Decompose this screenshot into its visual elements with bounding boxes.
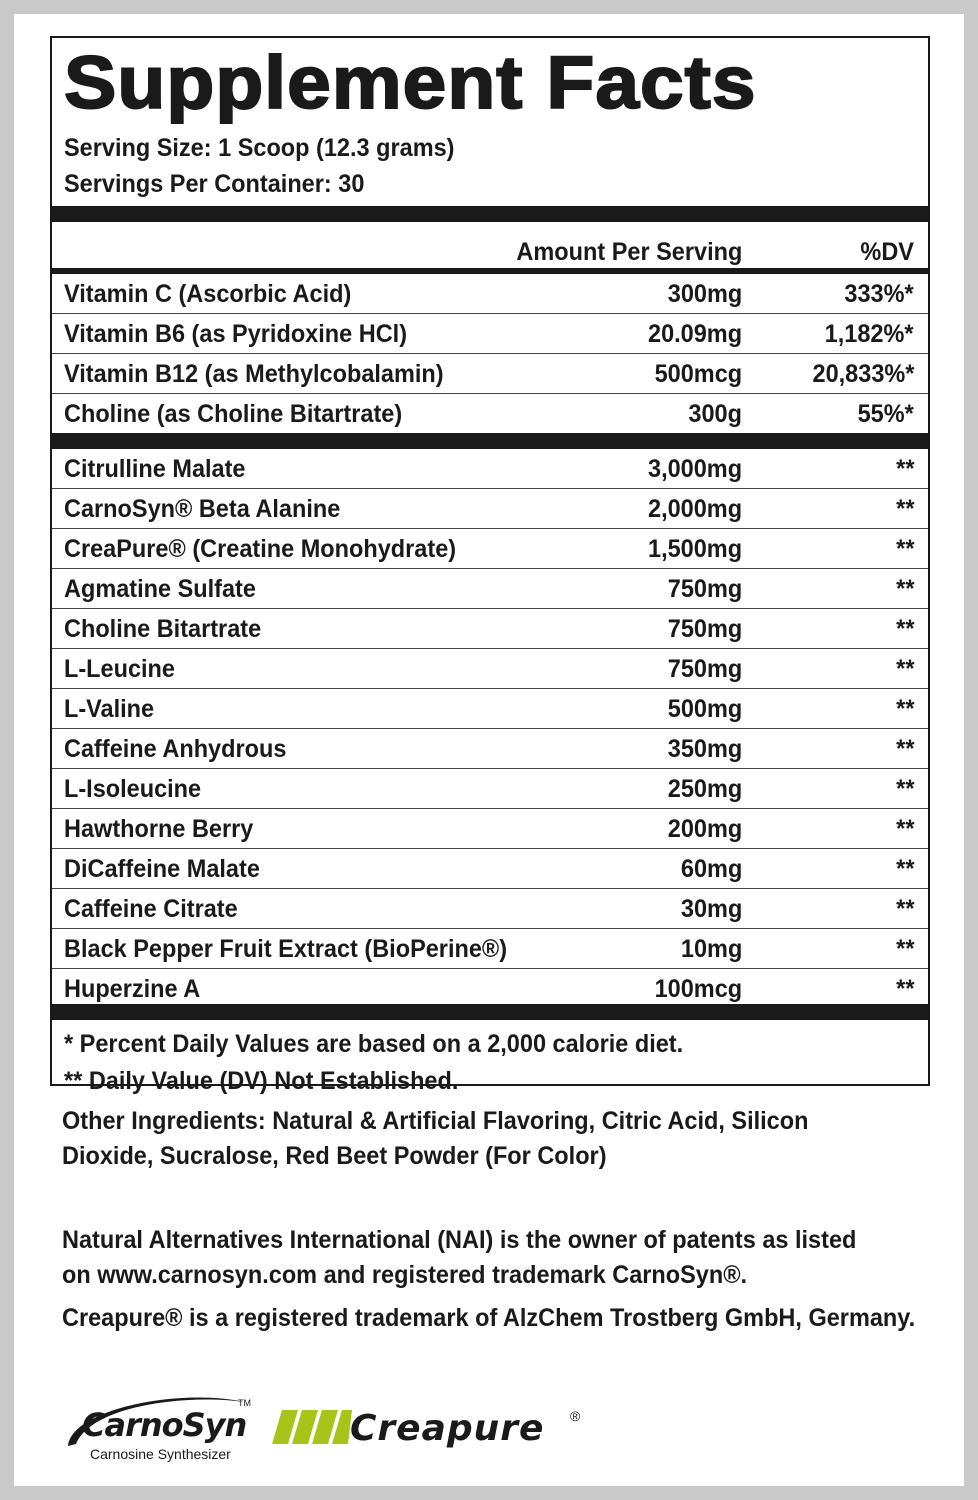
nutrient-dv: 1,182%*: [825, 320, 914, 348]
ingredient-row: [52, 689, 928, 729]
vitamin-row: [52, 314, 928, 354]
nutrient-name: Choline Bitartrate: [64, 615, 262, 643]
nutrient-amount: 300mg: [667, 280, 742, 308]
section-divider: [52, 206, 928, 222]
nutrient-dv: **: [895, 655, 914, 683]
nutrient-amount: 20.09mg: [647, 320, 742, 348]
ingredient-row: [52, 729, 928, 769]
nutrient-name: L-Isoleucine: [64, 775, 202, 803]
ingredient-row: [52, 609, 928, 649]
nutrient-amount: 100mcg: [654, 975, 742, 1003]
nutrient-amount: 250mg: [667, 775, 742, 803]
creapure-wordmark: Creapure: [350, 1408, 545, 1449]
nutrient-name: L-Valine: [64, 695, 155, 723]
creapure-notice: Creapure® is a registered trademark of AlzChem Trostberg GmbH, Germany.: [62, 1304, 916, 1332]
panel-title: Supplement Facts: [64, 41, 757, 124]
nutrient-amount: 500mcg: [654, 360, 742, 388]
ingredient-row: [52, 569, 928, 609]
nutrient-dv: **: [895, 695, 914, 723]
nutrient-name: Hawthorne Berry: [64, 815, 254, 843]
ingredient-row: [52, 969, 928, 1009]
nutrient-amount: 300g: [688, 400, 742, 428]
nutrient-name: Vitamin C (Ascorbic Acid): [64, 280, 352, 308]
nutrient-dv: **: [895, 455, 914, 483]
amount-header: Amount Per Serving: [516, 238, 742, 266]
carnosyn-logo: [62, 1388, 262, 1468]
nutrient-amount: 1,500mg: [647, 535, 742, 563]
nutrient-amount: 750mg: [667, 655, 742, 683]
nutrient-dv: **: [895, 855, 914, 883]
nutrient-name: Caffeine Anhydrous: [64, 735, 287, 763]
nutrient-dv: **: [895, 615, 914, 643]
nutrient-dv: **: [895, 815, 914, 843]
nutrient-dv: **: [895, 975, 914, 1003]
other-ingredients: Other Ingredients: Natural & Artificial Flavoring, Citric Acid, Silicon Dioxide, Sucralose, Red Beet Powder (For Color): [62, 1107, 809, 1170]
nutrient-dv: **: [895, 495, 914, 523]
carnosyn-wordmark: CarnoSyn: [82, 1406, 247, 1444]
ingredient-row: [52, 489, 928, 529]
footnote-not-established: ** Daily Value (DV) Not Established.: [64, 1067, 459, 1095]
creapure-registered-mark: ®: [570, 1408, 581, 1424]
nutrient-amount: 750mg: [667, 575, 742, 603]
ingredient-row: [52, 769, 928, 809]
nutrient-amount: 350mg: [667, 735, 742, 763]
carnosyn-tm: TM: [238, 1398, 251, 1408]
nutrient-name: L-Leucine: [64, 655, 175, 683]
nutrient-name: Vitamin B6 (as Pyridoxine HCl): [64, 320, 408, 348]
nutrient-amount: 200mg: [667, 815, 742, 843]
dv-header: %DV: [860, 238, 914, 266]
nutrient-dv: 20,833%*: [812, 360, 914, 388]
nutrient-name: Choline (as Choline Bitartrate): [64, 400, 403, 428]
nutrient-amount: 500mg: [667, 695, 742, 723]
nutrient-dv: **: [895, 895, 914, 923]
nutrient-amount: 10mg: [680, 935, 742, 963]
nutrient-name: Caffeine Citrate: [64, 895, 238, 923]
section-divider: [52, 1004, 928, 1020]
footnote-daily-values: * Percent Daily Values are based on a 2,000 calorie diet.: [64, 1030, 684, 1058]
nutrient-dv: **: [895, 575, 914, 603]
ingredient-row: [52, 889, 928, 929]
nutrient-amount: 2,000mg: [647, 495, 742, 523]
nutrient-name: Citrulline Malate: [64, 455, 246, 483]
vitamin-row: [52, 354, 928, 394]
nutrient-dv: **: [895, 735, 914, 763]
nutrient-amount: 30mg: [680, 895, 742, 923]
nutrient-dv: **: [895, 935, 914, 963]
nutrient-name: CreaPure® (Creatine Monohydrate): [64, 535, 457, 563]
logo-strip: [62, 1388, 622, 1468]
creapure-stripes-icon: [268, 1402, 352, 1452]
label-page: [14, 14, 964, 1486]
ingredient-row: [52, 929, 928, 969]
column-header: [52, 234, 928, 270]
nutrient-name: Huperzine A: [64, 975, 201, 1003]
vitamin-row: [52, 274, 928, 314]
ingredient-row: [52, 849, 928, 889]
nutrient-name: Agmatine Sulfate: [64, 575, 256, 603]
nutrient-name: Vitamin B12 (as Methylcobalamin): [64, 360, 444, 388]
serving-size: Serving Size: 1 Scoop (12.3 grams): [64, 134, 455, 162]
section-divider: [52, 433, 928, 449]
ingredient-row: [52, 449, 928, 489]
nutrient-name: Black Pepper Fruit Extract (BioPerine®): [64, 935, 508, 963]
ingredient-row: [52, 649, 928, 689]
nutrient-amount: 60mg: [680, 855, 742, 883]
nutrient-dv: 333%*: [844, 280, 914, 308]
nutrient-dv: **: [895, 535, 914, 563]
carnosyn-tagline: Carnosine Synthesizer: [90, 1446, 231, 1462]
vitamin-row: [52, 394, 928, 434]
supplement-facts-panel: [50, 36, 930, 1095]
nutrient-dv: 55%*: [857, 400, 914, 428]
nutrient-dv: **: [895, 775, 914, 803]
creapure-logo: [268, 1402, 598, 1452]
nutrient-amount: 3,000mg: [647, 455, 742, 483]
servings-per-container: Servings Per Container: 30: [64, 170, 365, 198]
nutrient-name: DiCaffeine Malate: [64, 855, 260, 883]
ingredient-row: [52, 809, 928, 849]
nutrient-amount: 750mg: [667, 615, 742, 643]
nutrient-name: CarnoSyn® Beta Alanine: [64, 495, 341, 523]
patent-notice: Natural Alternatives International (NAI) is the owner of patents as listed on www.carnosyn.com and registered trademark CarnoSyn®.: [62, 1226, 857, 1289]
ingredient-row: [52, 529, 928, 569]
